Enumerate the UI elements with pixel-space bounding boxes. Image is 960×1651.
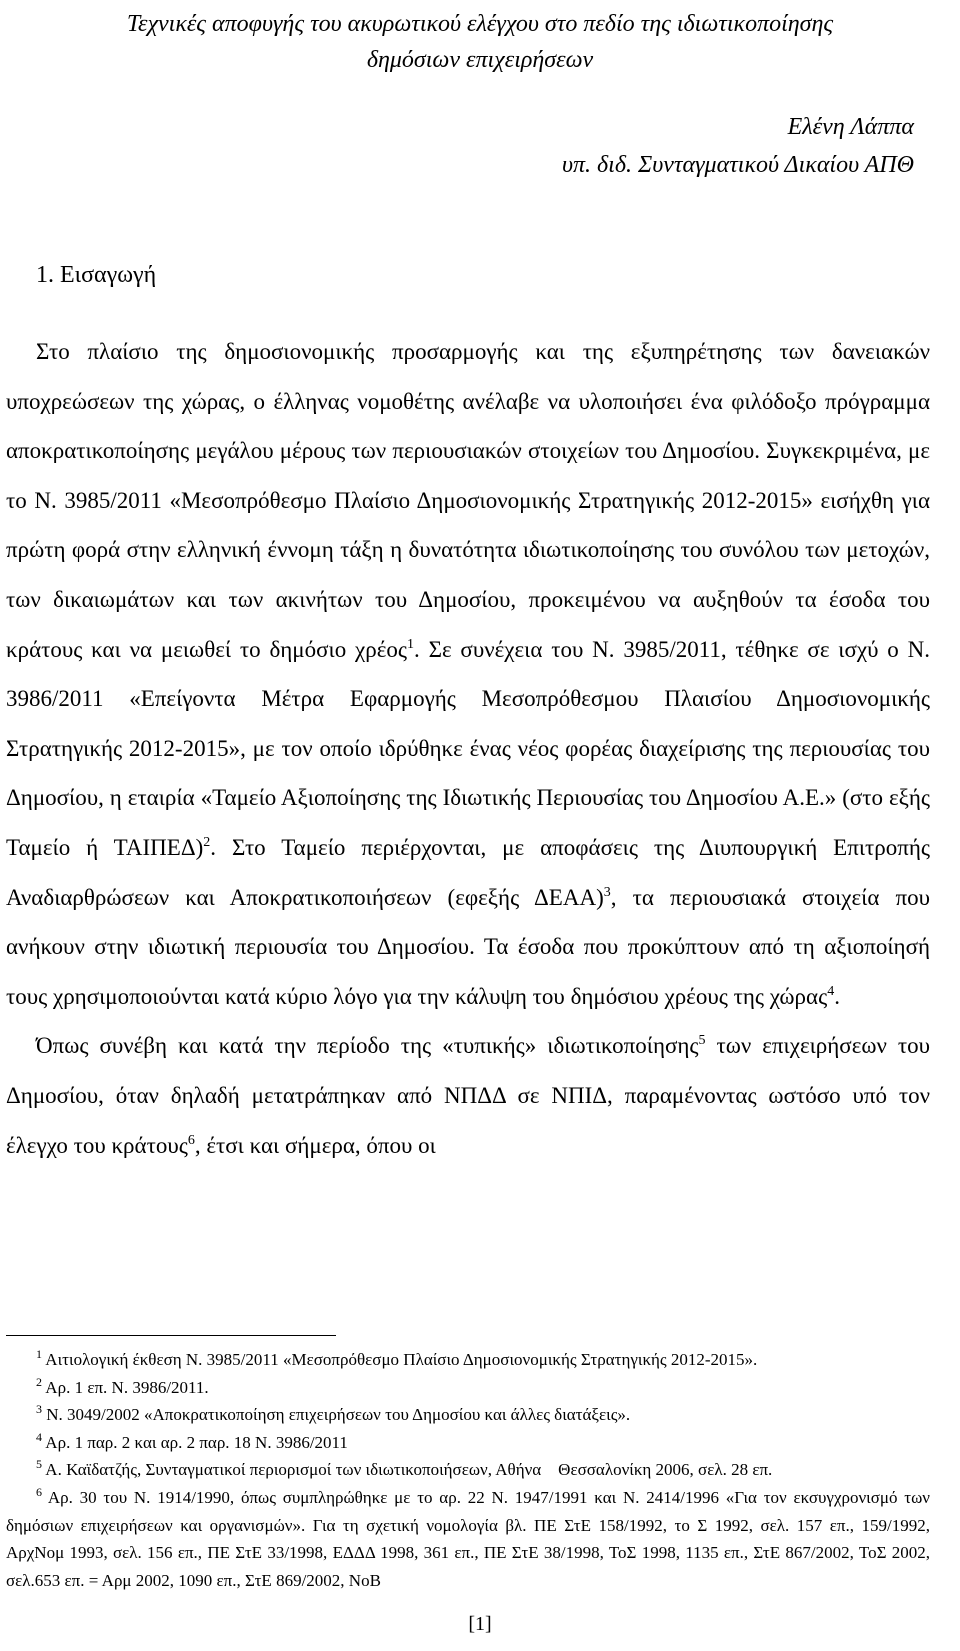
- footnote-ref[interactable]: 2: [203, 834, 211, 850]
- footnote: [6, 1484, 930, 1594]
- footnote: [6, 1456, 930, 1484]
- footnote: [6, 1401, 930, 1429]
- paragraph-text: . Στο Ταμείο περιέρχονται, με αποφάσεις της Διυπουργική Επιτροπής Αναδιαρθρώσεων και Αποκρατικοποιήσεων (εφεξής ΔΕΑΑ): [6, 834, 930, 910]
- footnote-number: 3: [36, 1402, 42, 1417]
- title-line-1: Τεχνικές αποφυγής του ακυρωτικού ελέγχου στο πεδίο της ιδιωτικοποίησης: [126, 11, 834, 37]
- author-name: Ελένη Λάππα: [787, 114, 914, 140]
- footnote-text: Αρ. 1 παρ. 2 και αρ. 2 παρ. 18 Ν. 3986/2011: [42, 1432, 348, 1452]
- paragraph-text: , τα περιουσιακά στοιχεία που ανήκουν στην ιδιωτική περιουσία του Δημοσίου. Τα έσοδα που προκύπτουν από τη αξιοποίησή τους χρησιμοποιούνται κατά κύριο λόγο για την κάλυψη του δημόσιου χρέους της χώρας: [6, 884, 930, 1009]
- footnote-ref[interactable]: 6: [187, 1132, 195, 1148]
- footnote-number: 2: [36, 1374, 42, 1389]
- footnote: [6, 1346, 930, 1374]
- footnote-text: Ν. 3049/2002 «Αποκρατικοποίηση επιχειρήσεων του Δημοσίου και άλλες διατάξεις».: [42, 1405, 631, 1425]
- paragraph-second: [6, 1021, 930, 1170]
- footnote: [6, 1374, 930, 1402]
- footnotes: [6, 1346, 930, 1594]
- title-line-2: δημόσιων επιχειρήσεων: [366, 47, 594, 73]
- paragraph-intro: [6, 327, 930, 1021]
- footnote-number: 6: [36, 1484, 42, 1499]
- body-text: [6, 327, 930, 1170]
- footnote-ref[interactable]: 1: [407, 636, 414, 652]
- footnote-text: Α. Καϊδατζής, Συνταγματικοί περιορισμοί των ιδιωτικοποιήσεων, Αθήνα Θεσσαλονίκη 2006, σελ. 28 επ.: [42, 1460, 773, 1480]
- footnote-number: 4: [36, 1429, 42, 1444]
- paragraph-text: . Σε συνέχεια του Ν. 3985/2011, τέθηκε σε ισχύ ο Ν. 3986/2011 «Επείγοντα Μέτρα Εφαρμογής Μεσοπρόθεσμου Πλαισίου Δημοσιονομικής Στρατηγικής 2012-2015», με τον οποίο ιδρύθηκε ένας νέος φορέας διαχείρισης της περιουσίας του Δημοσίου, η εταιρία «Ταμείο Αξιοποίησης της Ιδιωτικής Περιουσίας του Δημοσίου Α.Ε.» (στο εξής Ταμείο ή ΤΑΙΠΕΔ): [6, 636, 930, 860]
- document-title: [0, 6, 960, 78]
- footnote-number: 5: [36, 1457, 42, 1472]
- footnote-ref[interactable]: 4: [827, 983, 835, 999]
- paragraph-text: , έτσι και σήμερα, όπου οι: [194, 1132, 436, 1158]
- author-block: [562, 108, 914, 184]
- footnote-text: Αρ. 1 επ. Ν. 3986/2011.: [42, 1377, 209, 1397]
- footnote-ref[interactable]: 3: [603, 884, 611, 900]
- paragraph-text: των επιχειρήσεων του Δημοσίου, όταν δηλαδή μετατράπηκαν από ΝΠΔΔ σε ΝΠΙΔ, παραμένοντας ωστόσο υπό τον έλεγχο του κράτους: [6, 1033, 931, 1158]
- footnote: [6, 1429, 930, 1457]
- footnote-text: Αρ. 30 του Ν. 1914/1990, όπως συμπληρώθηκε με το αρ. 22 Ν. 1947/1991 και Ν. 2414/1996 «Για τον εκσυγχρονισμό των δημόσιων επιχειρήσεων και οργανισμών». Για τη σχετική νομολογία βλ. ΠΕ ΣτΕ 158/1992, το Σ 1992, σελ. 157 επ., 159/1992, ΑρχΝομ 1993, σελ. 156 επ., ΠΕ ΣτΕ 33/1998, ΕΔΔΔ 1998, 361 επ., ΠΕ ΣτΕ 38/1998, ΤοΣ 1998, 1135 επ., ΣτΕ 867/2002, ΤοΣ 2002, σελ.653 επ. = Αρμ 2002, 1090 επ., ΣτΕ 869/2002, ΝοΒ: [6, 1487, 930, 1590]
- paragraph-text: Όπως συνέβη και κατά την περίοδο της «τυπικής» ιδιωτικοποίησης: [36, 1033, 699, 1059]
- footnote-number: 1: [36, 1347, 42, 1361]
- paragraph-text: .: [834, 983, 840, 1009]
- footnote-text: Αιτιολογική έκθεση Ν. 3985/2011 «Μεσοπρόθεσμο Πλαίσιο Δημοσιονομικής Στρατηγικής 2012-2015».: [42, 1350, 758, 1369]
- author-affiliation: υπ. διδ. Συνταγματικού Δικαίου ΑΠΘ: [561, 152, 914, 178]
- footnote-ref[interactable]: 5: [698, 1033, 706, 1049]
- page-number: [1]: [468, 1613, 492, 1635]
- section-heading: 1. Εισαγωγή: [36, 262, 157, 288]
- paragraph-text: Στο πλαίσιο της δημοσιονομικής προσαρμογής και της εξυπηρέτησης των δανειακών υποχρεώσεων της χώρας, ο έλληνας νομοθέτης ανέλαβε να υλοποιήσει ένα φιλόδοξο πρόγραμμα αποκρατικοποίησης μεγάλου μέρους των περιουσιακών στοιχείων του Δημοσίου. Συγκεκριμένα, με το Ν. 3985/2011 «Μεσοπρόθεσμο Πλαίσιο Δημοσιονομικής Στρατηγικής 2012-2015» εισήχθη για πρώτη φορά στην ελληνική έννομη τάξη η δυνατότητα ιδιωτικοποίησης του συνόλου των μετοχών, των δικαιωμάτων και των ακινήτων του Δημοσίου, προκειμένου να αυξηθούν τα έσοδα του κράτους και να μειωθεί το δημόσιο χρέος: [6, 339, 930, 662]
- footnote-separator: [6, 1335, 336, 1336]
